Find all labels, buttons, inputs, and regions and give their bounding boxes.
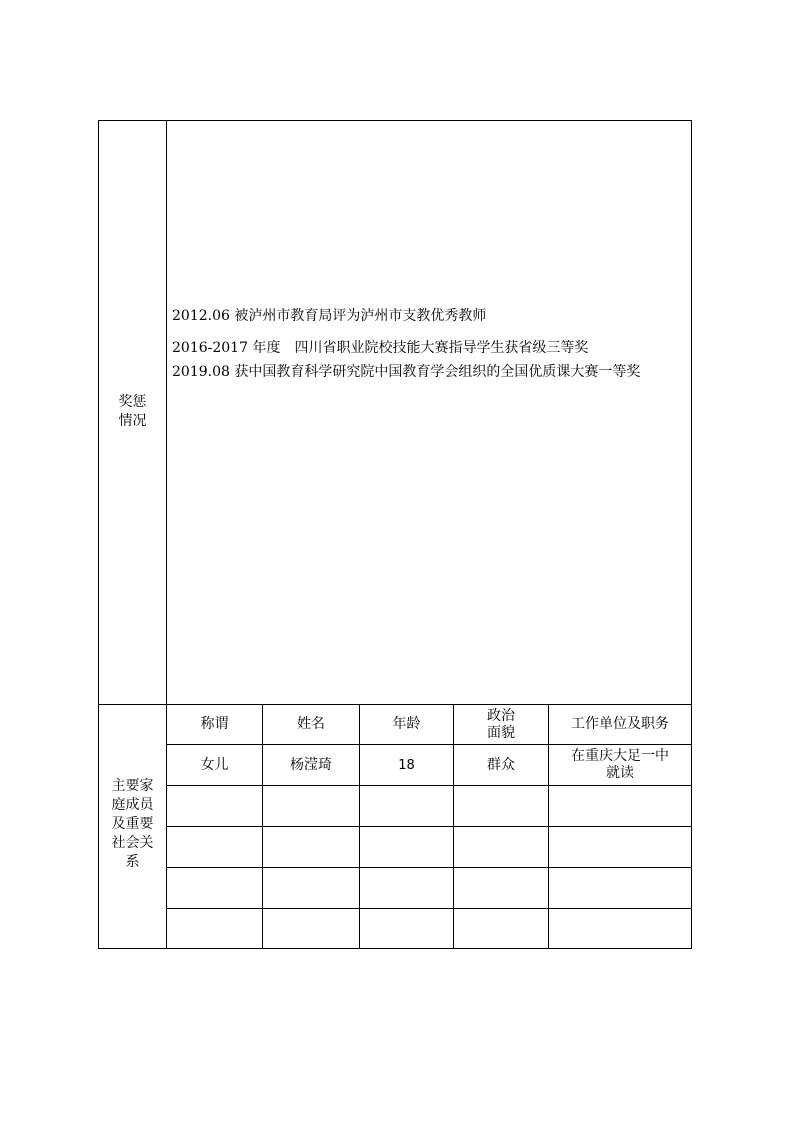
header-political-status: 政治 面貌	[487, 707, 515, 741]
family-table-rule	[166, 908, 691, 909]
personal-info-form	[98, 120, 692, 949]
header-relation: 称谓	[200, 716, 229, 732]
header-name: 姓名	[297, 716, 325, 732]
family-table-rule	[166, 785, 691, 786]
cell-employer-position: 在重庆大足一中 就读	[571, 748, 669, 781]
family-table-rule	[166, 867, 691, 868]
cell-age: 18	[398, 757, 415, 773]
award-entry: 2016-2017 年度 四川省职业院校技能大赛指导学生获省级三等奖	[172, 340, 589, 356]
label-column-divider	[166, 121, 167, 948]
awards-label: 奖惩 情况	[118, 394, 147, 429]
cell-name: 杨滢琦	[290, 756, 332, 773]
family-label: 主要家 庭成员 及重要 社会关 系	[111, 778, 154, 870]
cell-political-status: 群众	[487, 756, 515, 773]
family-table-rule	[166, 826, 691, 827]
award-entry: 2019.08 获中国教育科学研究院中国教育学会组织的全国优质课大赛一等奖	[172, 364, 641, 380]
cell-relation: 女儿	[200, 756, 229, 773]
header-employer-position: 工作单位及职务	[571, 716, 669, 732]
header-age: 年龄	[392, 716, 421, 732]
award-entry: 2012.06 被泸州市教育局评为泸州市支教优秀教师	[172, 308, 487, 324]
